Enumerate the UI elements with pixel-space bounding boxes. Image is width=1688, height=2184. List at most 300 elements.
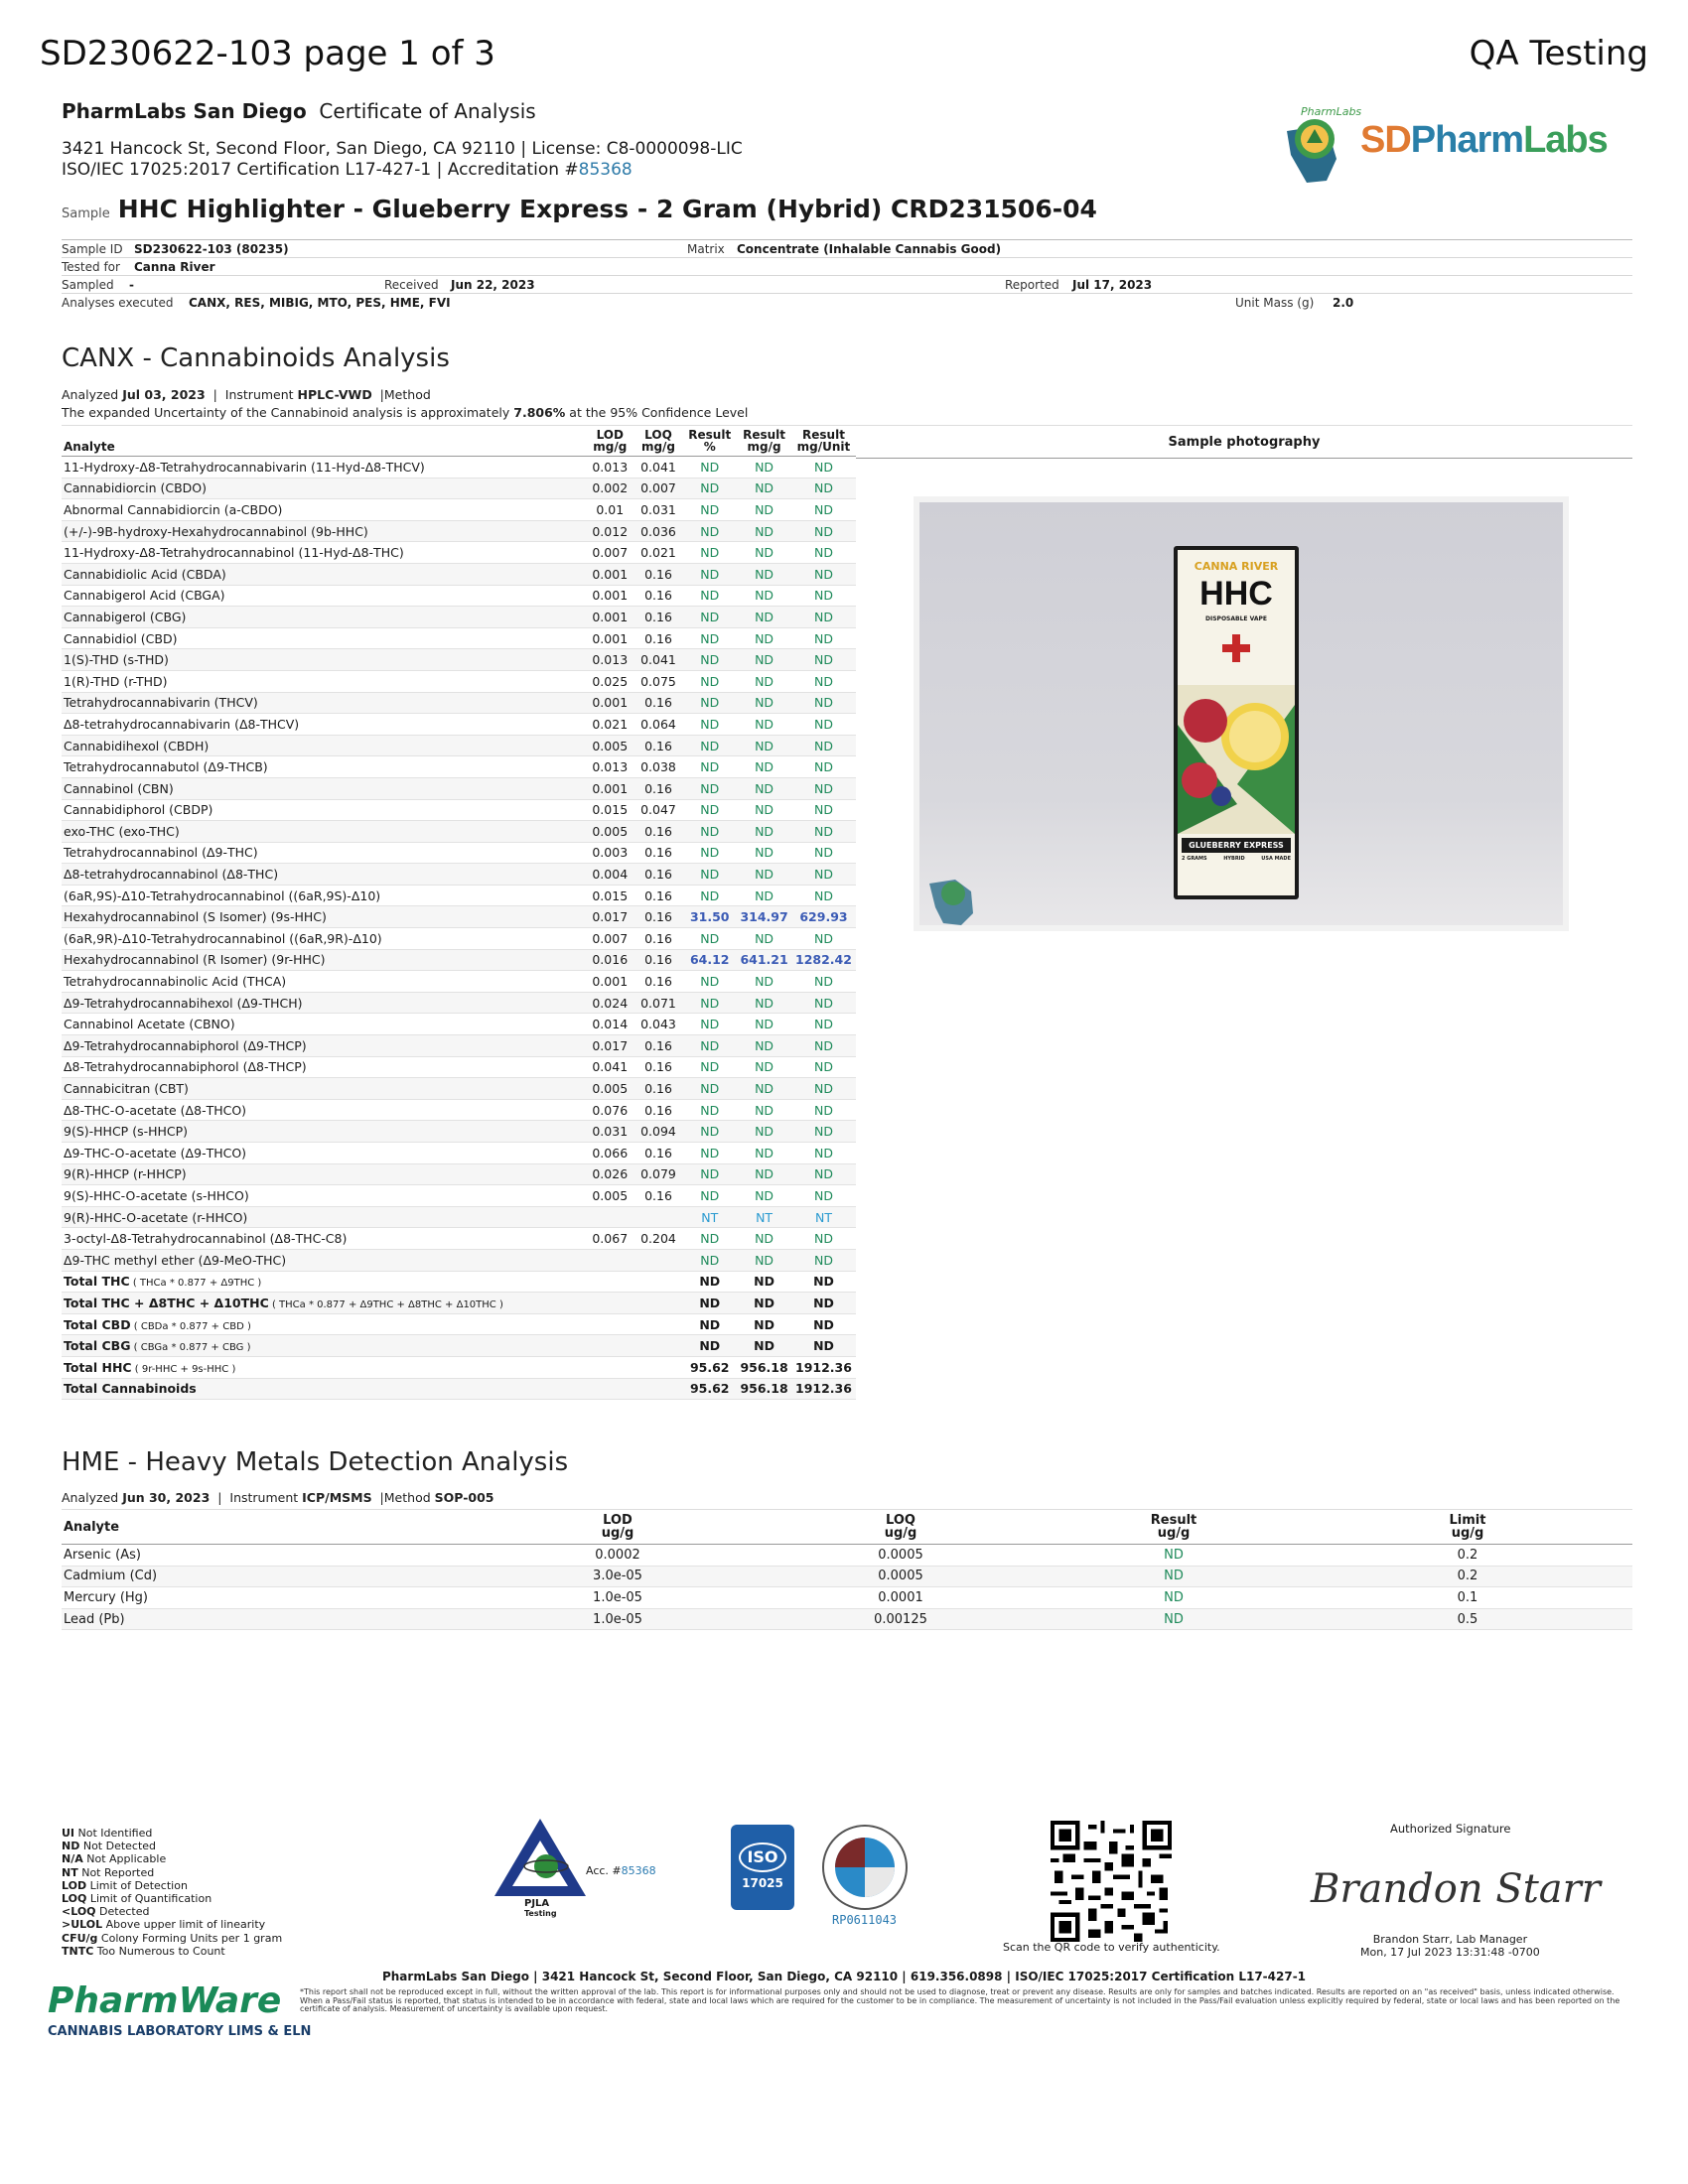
cell-value: ND [791,457,856,478]
cell-value: ND [682,607,737,628]
signed-date: Mon, 17 Jul 2023 13:31:48 -0700 [1360,1945,1540,1959]
cell-value: ND [682,735,737,756]
analyte-name: 11-Hydroxy-Δ8-Tetrahydrocannabivarin (11-Hyd-Δ8-THCV) [62,457,586,478]
total-value: 1912.36 [791,1356,856,1378]
sample-title: Sample HHC Highlighter - Glueberry Express - 2 Gram (Hybrid) CRD231506-04 [62,195,1097,223]
cell-value: 0.031 [586,1121,634,1143]
uncertainty-note: The expanded Uncertainty of the Cannabinoid analysis is approximately 7.806% at the 95% Confidence Level [62,405,749,420]
accreditation-link[interactable]: 85368 [578,160,633,180]
analyte-name: Tetrahydrocannabinolic Acid (THCA) [62,971,586,993]
cell-value: 0.041 [634,457,683,478]
analyte-name: 11-Hydroxy-Δ8-Tetrahydrocannabinol (11-Hyd-Δ8-THC) [62,542,586,564]
cell-value: ND [737,520,791,542]
cell-value: ND [737,649,791,671]
cell-value: ND [682,692,737,714]
cell-value: ND [737,1163,791,1185]
cell-value: ND [791,756,856,778]
pharmware-tagline: CANNABIS LABORATORY LIMS & ELN [48,2024,312,2039]
cell-value: 0.0002 [479,1545,757,1567]
empty-cell [586,1293,634,1314]
iso-line: ISO/IEC 17025:2017 Certification L17-427-1 | Accreditation #85368 [62,160,633,180]
cell-value: ND [682,714,737,736]
cell-value: ND [682,1143,737,1164]
dea-registration: RP0611043 [832,1913,898,1927]
analyte-name: Δ9-THC-O-acetate (Δ9-THCO) [62,1143,586,1164]
cell-value: ND [791,1228,856,1250]
cell-value: ND [737,457,791,478]
analyte-name: Hexahydrocannabinol (S Isomer) (9s-HHC) [62,906,586,928]
table-row [62,520,856,542]
table-row [62,735,856,756]
empty-cell [586,1356,634,1378]
total-label: Total CBG ( CBGa * 0.877 + CBG ) [62,1335,586,1357]
cell-value [634,1249,683,1271]
cell-value: NT [791,1206,856,1228]
analyte-name: 1(R)-THD (r-THD) [62,670,586,692]
cell-value: 0.016 [586,949,634,971]
cell-value: ND [682,563,737,585]
cell-value: ND [682,992,737,1014]
cell-value: ND [791,885,856,906]
sdpharmlabs-logo: PharmLabs SDPharmLabs [1273,99,1630,189]
analyte-name: (6aR,9R)-Δ10-Tetrahydrocannabinol ((6aR,9R)-Δ10) [62,928,586,950]
sample-photo-header: Sample photography [856,425,1632,459]
analyte-name: 9(R)-HHC-O-acetate (r-HHCO) [62,1206,586,1228]
cell-value: 0.013 [586,457,634,478]
analyte-name: 1(S)-THD (s-THD) [62,649,586,671]
cell-value: ND [791,799,856,821]
column-header: Result mg/Unit [791,426,856,457]
cell-value: 0.204 [634,1228,683,1250]
cell-value: 0.16 [634,885,683,906]
cell-value: 0.16 [634,821,683,843]
report-id-page: SD230622-103 page 1 of 3 [40,34,495,73]
cell-value: ND [737,1143,791,1164]
dea-seal [820,1823,910,1912]
cell-value: ND [682,1228,737,1250]
cell-value: 0.16 [634,1185,683,1207]
analyte-name: (+/-)-9B-hydroxy-Hexahydrocannabinol (9b-HHC) [62,520,586,542]
cell-value: 0.001 [586,971,634,993]
pjla-badge: Acc. #85368 PJLA Testing [491,1815,659,1924]
total-value: 95.62 [682,1378,737,1400]
cell-value: ND [737,1099,791,1121]
analyte-name: Cannabidiol (CBD) [62,627,586,649]
cell-value: 0.026 [586,1163,634,1185]
signature-label: Authorized Signature [1390,1822,1511,1836]
cell-value: ND [682,842,737,864]
analyte-name: Δ8-tetrahydrocannabivarin (Δ8-THCV) [62,714,586,736]
legend-item: ND Not Detected [62,1840,157,1853]
cell-value: 0.16 [634,607,683,628]
analyte-name: Tetrahydrocannabinol (Δ9-THC) [62,842,586,864]
column-header: LOD mg/g [586,426,634,457]
cell-value: ND [791,1014,856,1035]
cell-value: 0.16 [634,627,683,649]
cell-value: 0.16 [634,585,683,607]
cell-value: ND [791,821,856,843]
cell-value: ND [791,992,856,1014]
cell-value: 0.16 [634,1035,683,1057]
cell-value: ND [682,478,737,499]
analyte-name: Δ8-tetrahydrocannabinol (Δ8-THC) [62,864,586,886]
empty-cell [634,1378,683,1400]
sample-meta: Sample ID SD230622-103 (80235) Matrix Concentrate (Inhalable Cannabis Good) Tested for Canna River Sampled - Received Jun 22, 2023 Reported Jul 17, 2023 Analyses executed CANX, RES, MIBIG, MTO, PES, HME, FVI Unit Mass (g) 2.0 [62,239,1632,312]
legend-item: TNTC Too Numerous to Count [62,1944,225,1958]
table-row [62,821,856,843]
cell-value: 64.12 [682,949,737,971]
analyte-name: Δ8-Tetrahydrocannabiphorol (Δ8-THCP) [62,1056,586,1078]
cell-value: ND [682,777,737,799]
hme-analyzed-line: Analyzed Jun 30, 2023 | Instrument ICP/MSMS |Method SOP-005 [62,1490,494,1505]
table-row [62,992,856,1014]
cell-value: ND [682,542,737,564]
cell-value: ND [791,842,856,864]
cell-value: 0.005 [586,1185,634,1207]
table-row [62,1099,856,1121]
cell-value: ND [1045,1545,1303,1567]
cell-value: ND [1045,1587,1303,1609]
table-row [62,649,856,671]
cell-value: 0.16 [634,563,683,585]
cell-value: 0.038 [634,756,683,778]
analyte-name: (6aR,9S)-Δ10-Tetrahydrocannabinol ((6aR,9S)-Δ10) [62,885,586,906]
legend-item: N/A Not Applicable [62,1852,167,1866]
column-header: LOD ug/g [479,1510,757,1545]
cell-value: 0.041 [634,649,683,671]
cell-value: ND [682,627,737,649]
analyte-name: Cannabidihexol (CBDH) [62,735,586,756]
cell-value: 0.004 [586,864,634,886]
total-value: 95.62 [682,1356,737,1378]
table-row [62,542,856,564]
abbreviation-legend [62,1827,282,1958]
cell-value: ND [737,670,791,692]
cell-value: ND [737,1185,791,1207]
column-header: Analyte [62,1510,479,1545]
signer-block [1360,1934,1540,1959]
cell-value: 0.007 [586,542,634,564]
cell-value: 0.012 [586,520,634,542]
table-row [62,499,856,521]
cell-value: ND [682,649,737,671]
cell-value: 0.01 [586,499,634,521]
cell-value: ND [682,585,737,607]
total-value: 1912.36 [791,1378,856,1400]
cell-value: ND [791,1121,856,1143]
analyte-name: Cannabidiolic Acid (CBDA) [62,563,586,585]
cell-value: ND [682,1056,737,1078]
column-header: Result mg/g [737,426,791,457]
cell-value: 0.1 [1303,1587,1632,1609]
cell-value: 0.16 [634,949,683,971]
total-value: ND [682,1293,737,1314]
cell-value: 0.067 [586,1228,634,1250]
cell-value: 1282.42 [791,949,856,971]
product-name: HHC [1199,575,1273,613]
cell-value: ND [682,457,737,478]
cell-value: 0.021 [634,542,683,564]
cell-value: ND [737,499,791,521]
cell-value: ND [737,542,791,564]
cell-value: ND [682,520,737,542]
lab-header [62,99,536,123]
total-value: ND [737,1293,791,1314]
cell-value: ND [791,542,856,564]
cell-value: 0.16 [634,971,683,993]
table-row [62,1249,856,1271]
cell-value: 0.075 [634,670,683,692]
table-row [62,756,856,778]
analyte-name: Cannabigerol Acid (CBGA) [62,585,586,607]
lab-address [62,139,743,181]
cell-value: 0.015 [586,885,634,906]
cell-value: ND [682,821,737,843]
cell-value: 0.007 [586,928,634,950]
cell-value: 1.0e-05 [479,1587,757,1609]
heavy-metals-table [62,1509,1632,1630]
cell-value: 0.014 [586,1014,634,1035]
cell-value: ND [682,670,737,692]
cell-value: ND [791,1163,856,1185]
cell-value: 629.93 [791,906,856,928]
table-row [62,949,856,971]
cell-value: ND [682,1014,737,1035]
cell-value: 3.0e-05 [479,1566,757,1587]
cell-value: 0.16 [634,735,683,756]
analyte-name: Cannabigerol (CBG) [62,607,586,628]
cell-value: ND [791,1143,856,1164]
cell-value: ND [791,1249,856,1271]
cell-value: 0.094 [634,1121,683,1143]
cell-value: ND [737,842,791,864]
signer-name: Brandon Starr, Lab Manager [1372,1933,1528,1946]
table-row [62,799,856,821]
analyte-name: Hexahydrocannabinol (R Isomer) (9r-HHC) [62,949,586,971]
cannabinoid-table [62,425,856,1400]
iso-17025-badge: ISO 17025 [731,1825,794,1910]
total-value: ND [737,1335,791,1357]
pharmware-logo: PharmWare [48,1980,282,2021]
table-row [62,585,856,607]
total-row [62,1378,856,1400]
cell-value: ND [791,607,856,628]
table-row [62,1056,856,1078]
cell-value: ND [682,1078,737,1100]
fruit-illustration [1178,685,1295,834]
lab-name: PharmLabs San Diego [62,99,307,123]
table-row [62,1206,856,1228]
empty-cell [586,1313,634,1335]
signature-image: Brandon Starr [1311,1866,1601,1912]
table-row [62,928,856,950]
analyte-name: Cadmium (Cd) [62,1566,479,1587]
cell-value: ND [791,478,856,499]
cell-value: ND [791,928,856,950]
cell-value: ND [791,520,856,542]
cell-value: 0.16 [634,1056,683,1078]
cell-value: ND [791,777,856,799]
cell-value: ND [737,1078,791,1100]
table-row [62,670,856,692]
table-row [62,906,856,928]
cell-value: ND [682,1121,737,1143]
cell-value: 0.16 [634,692,683,714]
cell-value: 0.076 [586,1099,634,1121]
cell-value: ND [682,864,737,886]
cell-value: 0.005 [586,735,634,756]
cell-value: ND [1045,1608,1303,1630]
table-row [62,457,856,478]
table-row [62,714,856,736]
cell-value: 0.079 [634,1163,683,1185]
verification-qr-code[interactable] [1051,1821,1172,1942]
column-header: LOQ ug/g [757,1510,1045,1545]
analyte-name: Tetrahydrocannabivarin (THCV) [62,692,586,714]
legend-item: LOD Limit of Detection [62,1878,188,1892]
empty-cell [634,1356,683,1378]
total-label: Total Cannabinoids [62,1378,586,1400]
empty-cell [586,1378,634,1400]
empty-cell [634,1335,683,1357]
cell-value: ND [737,992,791,1014]
analyte-name: Δ9-Tetrahydrocannabiphorol (Δ9-THCP) [62,1035,586,1057]
total-value: ND [682,1271,737,1293]
table-row [62,1143,856,1164]
cell-value: 0.017 [586,906,634,928]
cell-value: ND [737,607,791,628]
analyte-name: Cannabinol (CBN) [62,777,586,799]
cell-value: 0.16 [634,842,683,864]
cell-value: ND [682,1249,737,1271]
empty-cell [586,1335,634,1357]
cell-value: 0.2 [1303,1566,1632,1587]
empty-cell [634,1313,683,1335]
cell-value: ND [737,714,791,736]
table-row [62,1121,856,1143]
cell-value: ND [791,499,856,521]
cell-value: ND [737,478,791,499]
cell-value: ND [737,1035,791,1057]
cell-value: 0.043 [634,1014,683,1035]
cell-value: ND [791,1035,856,1057]
cell-value: 0.003 [586,842,634,864]
table-row [62,1566,1632,1587]
column-header: Result ug/g [1045,1510,1303,1545]
cell-value: ND [791,1185,856,1207]
footer-address: PharmLabs San Diego | 3421 Hancock St, Second Floor, San Diego, CA 92110 | 619.356.0898 | ISO/IEC 17025:2017 Certification L17-427-1 [381,1970,1307,1983]
analyte-name: Δ9-Tetrahydrocannabihexol (Δ9-THCH) [62,992,586,1014]
legend-item: NT Not Reported [62,1865,155,1879]
table-row [62,777,856,799]
cell-value: ND [737,585,791,607]
total-label: Total THC + Δ8THC + Δ10THC ( THCa * 0.877 + Δ9THC + Δ8THC + Δ10THC ) [62,1293,586,1314]
column-header: LOQ mg/g [634,426,683,457]
legend-item: >ULOL Above upper limit of linearity [62,1918,266,1932]
empty-cell [586,1271,634,1293]
cell-value: ND [737,756,791,778]
cell-value: 0.066 [586,1143,634,1164]
analyte-name: Cannabicitran (CBT) [62,1078,586,1100]
cell-value: ND [1045,1566,1303,1587]
cell-value: ND [682,1163,737,1185]
cell-value: ND [791,971,856,993]
analyte-name: Abnormal Cannabidiorcin (a-CBDO) [62,499,586,521]
cell-value: 0.036 [634,520,683,542]
total-value: ND [791,1313,856,1335]
sample-photo [914,496,1569,931]
table-row [62,971,856,993]
cell-value: ND [682,1185,737,1207]
total-label: Total HHC ( 9r-HHC + 9s-HHC ) [62,1356,586,1378]
cell-value: 0.00125 [757,1608,1045,1630]
cell-value: 31.50 [682,906,737,928]
total-value: 956.18 [737,1378,791,1400]
analyte-name: Cannabidiphorol (CBDP) [62,799,586,821]
analyte-name: Δ8-THC-O-acetate (Δ8-THCO) [62,1099,586,1121]
analyte-name: Cannabinol Acetate (CBNO) [62,1014,586,1035]
analyte-name: Cannabidiorcin (CBDO) [62,478,586,499]
cell-value: ND [682,799,737,821]
qa-testing-label: QA Testing [1469,34,1648,73]
table-row [62,1608,1632,1630]
cell-value: 0.16 [634,1078,683,1100]
legend-item: <LOQ Detected [62,1905,150,1919]
total-row [62,1313,856,1335]
cell-value: ND [791,714,856,736]
cell-value: 0.001 [586,627,634,649]
cell-value: ND [791,864,856,886]
cell-value: ND [737,1121,791,1143]
analyte-name: Arsenic (As) [62,1545,479,1567]
cell-value: ND [791,627,856,649]
cell-value: ND [737,1249,791,1271]
cell-value: 1.0e-05 [479,1608,757,1630]
total-label: Total CBD ( CBDa * 0.877 + CBD ) [62,1313,586,1335]
cell-value: ND [737,821,791,843]
table-row [62,607,856,628]
cell-value: 0.017 [586,1035,634,1057]
cell-value: 0.071 [634,992,683,1014]
empty-cell [634,1271,683,1293]
cell-value: ND [737,1056,791,1078]
cell-value: ND [791,563,856,585]
cell-value: 0.007 [634,478,683,499]
analyte-name: Lead (Pb) [62,1608,479,1630]
cell-value: NT [737,1206,791,1228]
cell-value: ND [737,885,791,906]
watermark-logo [923,860,993,929]
cell-value: ND [737,735,791,756]
canx-title: CANX - Cannabinoids Analysis [62,343,450,373]
cell-value: ND [737,627,791,649]
cell-value: ND [791,1056,856,1078]
cell-value: ND [682,928,737,950]
column-header: Limit ug/g [1303,1510,1632,1545]
total-row [62,1335,856,1357]
cell-value: ND [737,1228,791,1250]
cell-value: 0.16 [634,777,683,799]
analyte-name: 9(S)-HHC-O-acetate (s-HHCO) [62,1185,586,1207]
table-row [62,692,856,714]
cell-value: 0.024 [586,992,634,1014]
cell-value: 0.031 [634,499,683,521]
table-row [62,864,856,886]
cell-value: 0.5 [1303,1608,1632,1630]
cell-value [586,1206,634,1228]
legend-item: LOQ Limit of Quantification [62,1892,212,1906]
cell-value: 0.025 [586,670,634,692]
